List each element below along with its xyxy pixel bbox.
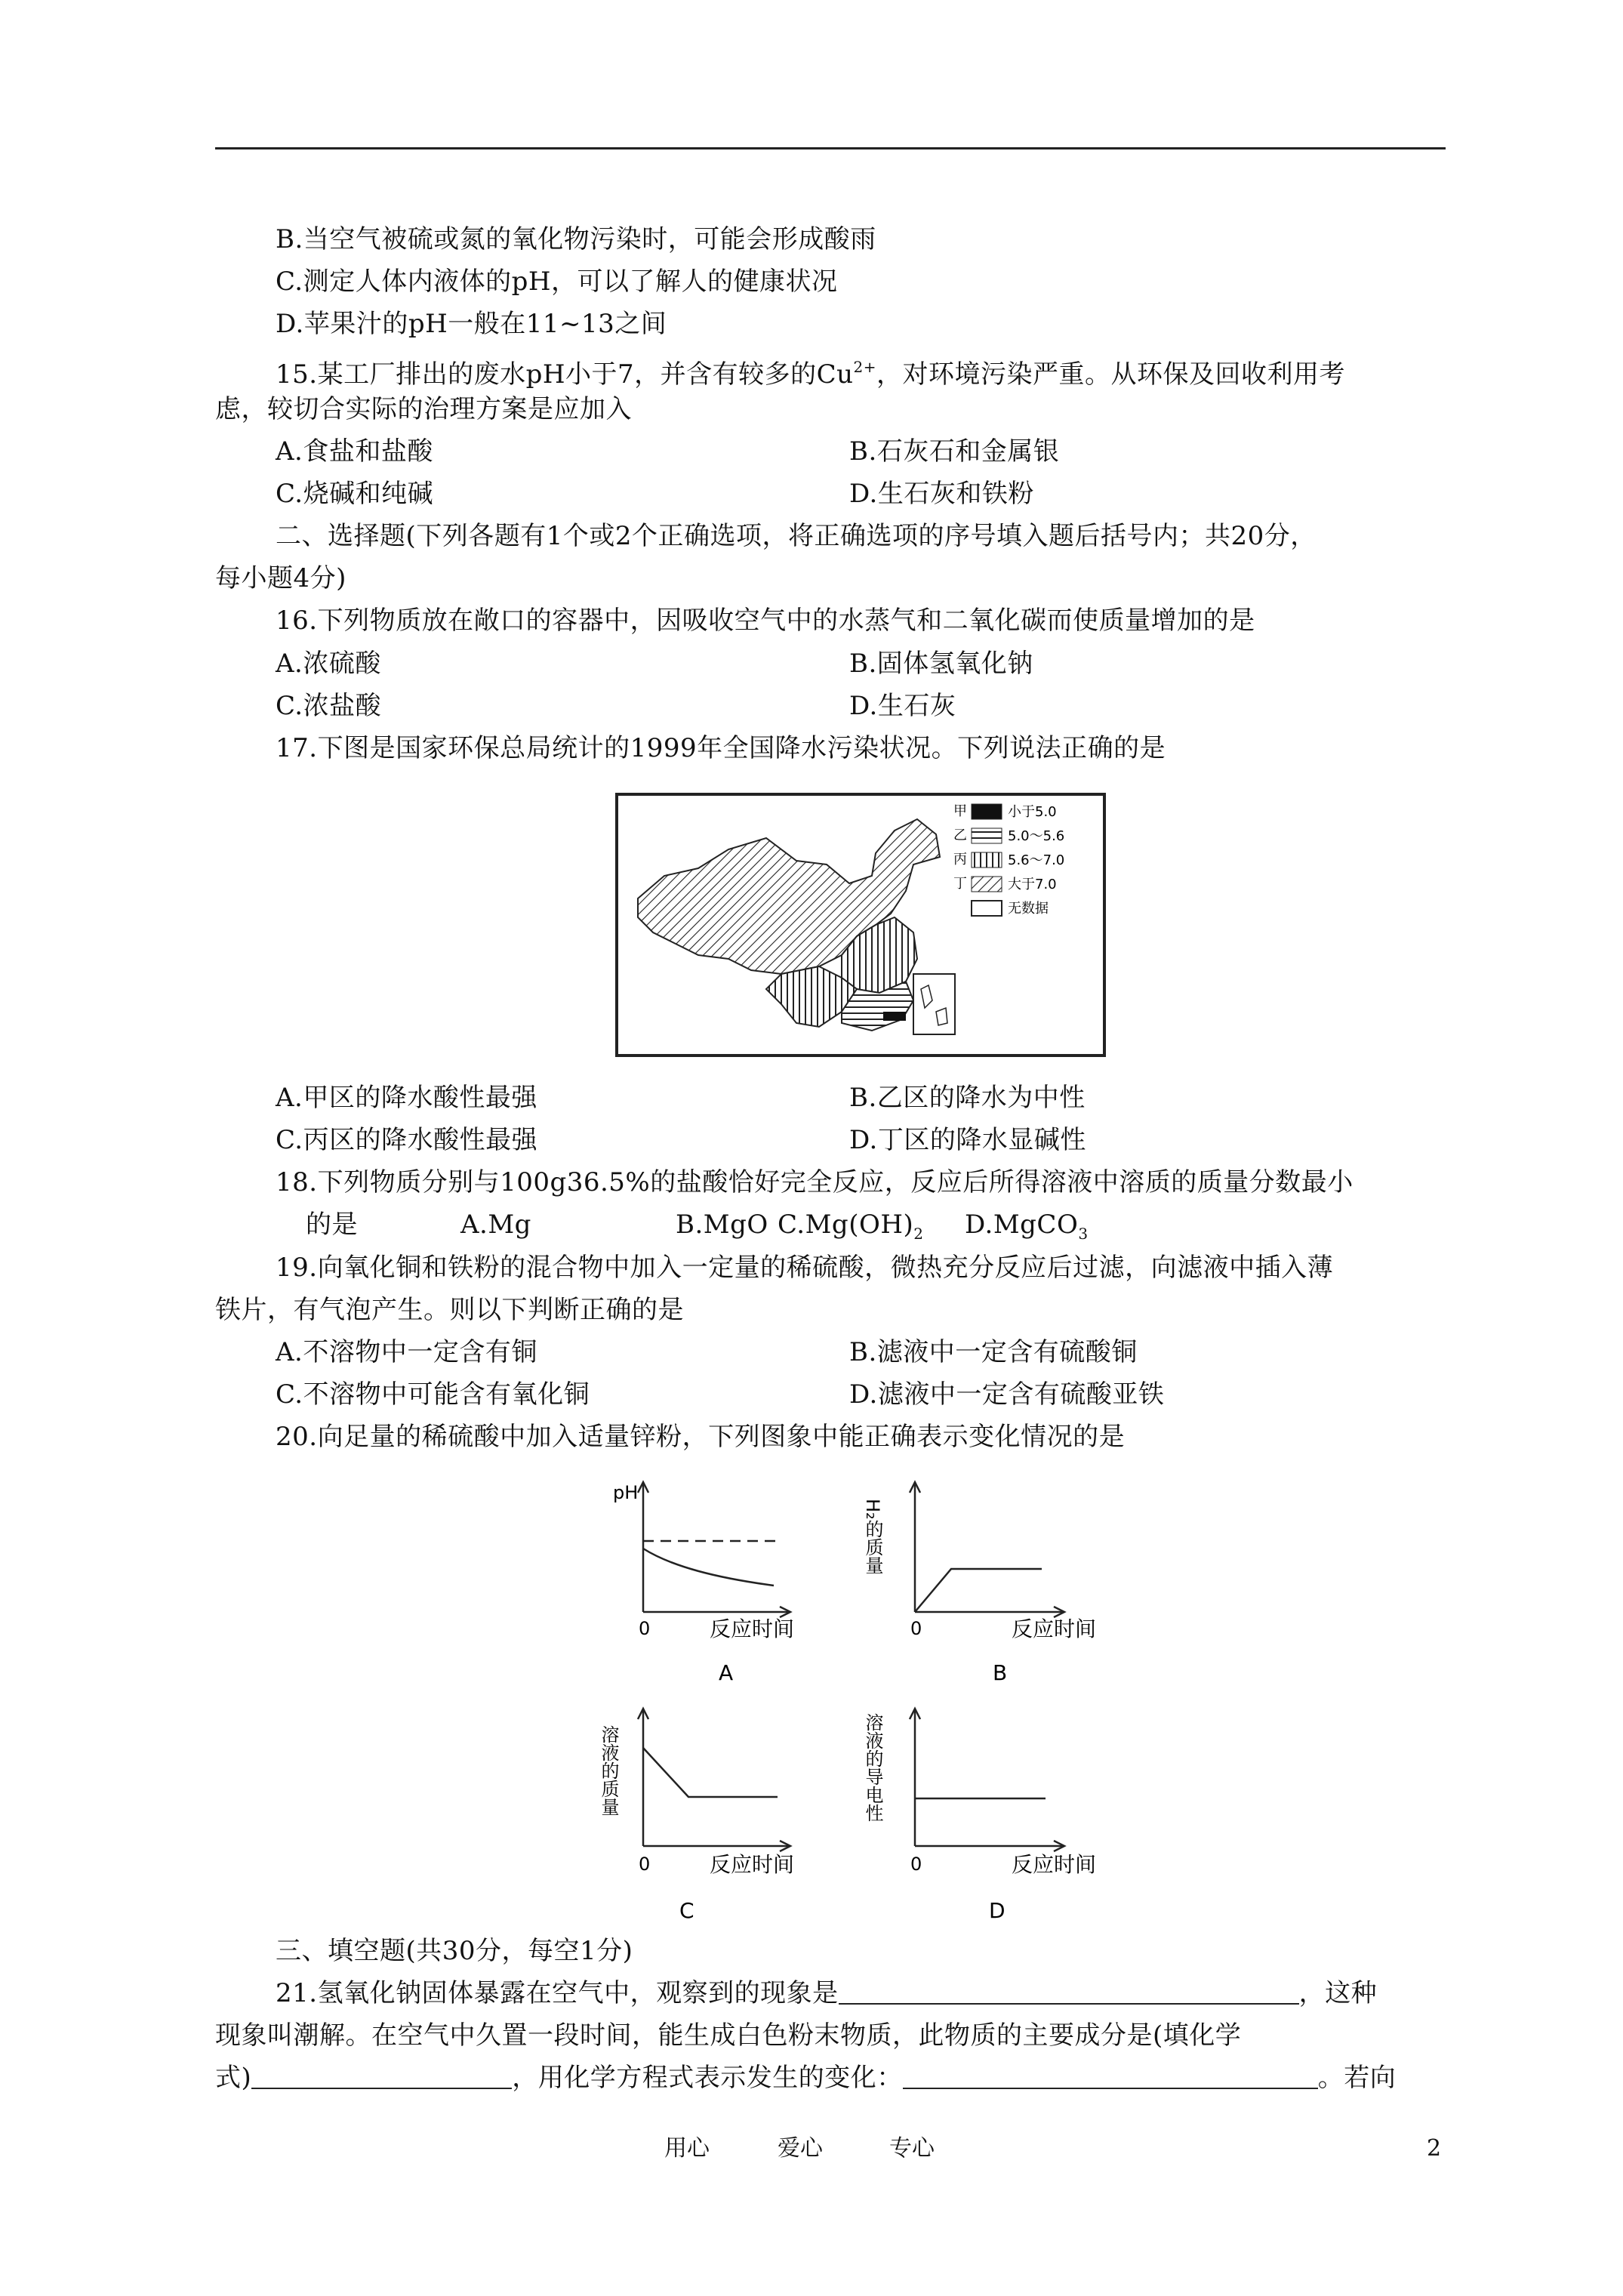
graph-c-caption: C (679, 1898, 694, 1923)
q19-stem-line1: 19.向氧化铜和铁粉的混合物中加入一定量的稀硫酸，微热充分反应后过滤，向滤液中插入薄 (276, 1253, 1334, 1283)
q15-option-c: C.烧碱和纯碱 (276, 479, 434, 509)
legend-swatch-nodata (972, 901, 1002, 916)
map-inset-frame (913, 974, 955, 1034)
graph-c-curve (643, 1748, 778, 1797)
q19-option-d: D.滤液中一定含有硫酸亚铁 (849, 1379, 1165, 1410)
page-number: 2 (1427, 2135, 1442, 2162)
q15-option-a: A.食盐和盐酸 (276, 436, 433, 467)
graph-b (862, 1476, 1125, 1695)
legend-key-yi: 乙 (953, 827, 967, 843)
map-region-dark-patch (883, 1012, 906, 1021)
section2-heading-line1: 二、选择题(下列各题有1个或2个正确选项，将正确选项的序号填入题后括号内；共20分， (276, 521, 1317, 551)
q20-stem: 20.向足量的稀硫酸中加入适量锌粉，下列图象中能正确表示变化情况的是 (276, 1422, 1126, 1452)
graph-c-ylabel: 溶液的质量 (598, 1725, 619, 1816)
q21-text-1a: 21.氢氧化钠固体暴露在空气中，观察到的现象是 (276, 1978, 839, 2008)
legend-label-nodata: 无数据 (1008, 901, 1049, 917)
footer-text-1: 用心 (664, 2135, 710, 2162)
precipitation-map (615, 793, 1106, 1057)
graph-d-origin: 0 (910, 1854, 922, 1875)
graph-d (862, 1703, 1125, 1929)
graph-a-ylabel: pH (613, 1482, 639, 1503)
q15-option-d: D.生石灰和铁粉 (849, 479, 1034, 509)
graph-c-xlabel: 反应时间 (710, 1852, 795, 1877)
q14-option-b: B.当空气被硫或氮的氧化物污染时，可能会形成酸雨 (276, 224, 876, 254)
graph-b-xlabel: 反应时间 (1012, 1616, 1097, 1641)
q19-option-a: A.不溶物中一定含有铜 (276, 1337, 537, 1367)
q18-stem-line2: 的是 (306, 1210, 358, 1240)
q16-option-b: B.固体氢氧化钠 (849, 649, 1033, 679)
header-rule (215, 147, 1446, 149)
q21-blank-1[interactable] (839, 1977, 1299, 2005)
footer-text-3: 专心 (889, 2135, 935, 2162)
graph-a-curve (643, 1549, 774, 1586)
q21-line3 (215, 2060, 1396, 2096)
graph-c (598, 1703, 830, 1929)
q21-text-3b: ，用化学方程式表示发生的变化： (512, 2063, 903, 2093)
q16-option-a: A.浓硫酸 (276, 649, 381, 679)
legend-key-ding: 丁 (953, 876, 967, 892)
q18-option-c (778, 1207, 923, 1252)
q21-text-1b: ，这种 (1298, 1978, 1378, 2008)
q19-option-b: B.滤液中一定含有硫酸铜 (849, 1337, 1138, 1367)
legend-label-jia: 小于5.0 (1008, 804, 1057, 820)
q18-stem-line1: 18.下列物质分别与100g36.5%的盐酸恰好完全反应，反应后所得溶液中溶质的质量分数最小 (276, 1167, 1354, 1197)
q17-option-a: A.甲区的降水酸性最强 (276, 1083, 537, 1113)
graph-a-caption: A (719, 1660, 734, 1685)
q15-text-a: 15.某工厂排出的废水pH小于7，并含有较多的Cu (276, 359, 854, 390)
graph-d-xlabel: 反应时间 (1012, 1852, 1097, 1877)
q16-option-c: C.浓盐酸 (276, 691, 382, 721)
q21-blank-2[interactable] (251, 2062, 512, 2089)
q18-option-d-text: D.MgCO (965, 1210, 1079, 1240)
graph-a (604, 1476, 830, 1695)
legend-swatch-jia (972, 804, 1002, 819)
q21-text-3c: 。若向 (1317, 2063, 1397, 2093)
legend-label-yi: 5.0～5.6 (1008, 828, 1065, 844)
q21-text-3a: 式) (215, 2063, 252, 2093)
q18-option-c-sub: 2 (913, 1225, 924, 1243)
q18-option-b: B.MgO (676, 1210, 768, 1240)
q18-option-d-sub: 3 (1078, 1225, 1089, 1243)
graph-d-caption: D (989, 1898, 1006, 1923)
section3-heading: 三、填空题(共30分，每空1分) (276, 1936, 633, 1966)
graph-b-caption: B (993, 1660, 1008, 1685)
q15-stem-line2: 虑，较切合实际的治理方案是应加入 (215, 394, 632, 424)
q18-option-d (965, 1207, 1089, 1252)
graph-b-ylabel: H₂的质量 (862, 1499, 883, 1574)
legend-swatch-bing (972, 852, 1002, 868)
graph-a-origin: 0 (639, 1618, 651, 1639)
q14-option-c: C.测定人体内液体的pH，可以了解人的健康状况 (276, 267, 838, 297)
graph-a-xlabel: 反应时间 (710, 1616, 795, 1641)
q21-line1 (276, 1975, 1377, 2011)
q17-stem: 17.下图是国家环保总局统计的1999年全国降水污染状况。下列说法正确的是 (276, 733, 1166, 763)
legend-key-bing: 丙 (953, 852, 967, 868)
q17-option-d: D.丁区的降水显碱性 (849, 1125, 1086, 1155)
q15-stem-line1 (276, 349, 1345, 393)
q16-option-d: D.生石灰 (849, 691, 956, 721)
legend-swatch-yi (972, 828, 1002, 843)
q19-stem-line2: 铁片，有气泡产生。则以下判断正确的是 (215, 1295, 684, 1325)
graph-b-origin: 0 (910, 1618, 922, 1639)
graph-c-origin: 0 (639, 1854, 651, 1875)
legend-label-ding: 大于7.0 (1008, 877, 1057, 892)
q17-option-b: B.乙区的降水为中性 (849, 1083, 1086, 1113)
legend-key-jia: 甲 (953, 803, 967, 819)
q16-stem: 16.下列物质放在敞口的容器中，因吸收空气中的水蒸气和二氧化碳而使质量增加的是 (276, 606, 1255, 636)
q19-option-c: C.不溶物中可能含有氧化铜 (276, 1379, 590, 1410)
legend-label-bing: 5.6～7.0 (1008, 852, 1065, 868)
q18-option-a: A.Mg (460, 1210, 531, 1240)
q21-line2: 现象叫潮解。在空气中久置一段时间，能生成白色粉末物质，此物质的主要成分是(填化学 (215, 2020, 1242, 2051)
q18-option-c-text: C.Mg(OH) (778, 1210, 914, 1240)
footer-text-2: 爱心 (778, 2135, 823, 2162)
q14-option-d: D.苹果汁的pH一般在11~13之间 (276, 309, 667, 339)
q15-superscript: 2+ (853, 358, 877, 376)
q15-option-b: B.石灰石和金属银 (849, 436, 1060, 467)
graph-b-curve (915, 1569, 1042, 1612)
q17-option-c: C.丙区的降水酸性最强 (276, 1125, 538, 1155)
q15-text-b: ，对环境污染严重。从环保及回收利用考 (876, 359, 1346, 390)
legend-swatch-ding (972, 877, 1002, 892)
graph-d-ylabel: 溶液的导电性 (862, 1713, 883, 1822)
section2-heading-line2: 每小题4分) (215, 563, 346, 593)
q21-blank-3[interactable] (903, 2062, 1318, 2089)
